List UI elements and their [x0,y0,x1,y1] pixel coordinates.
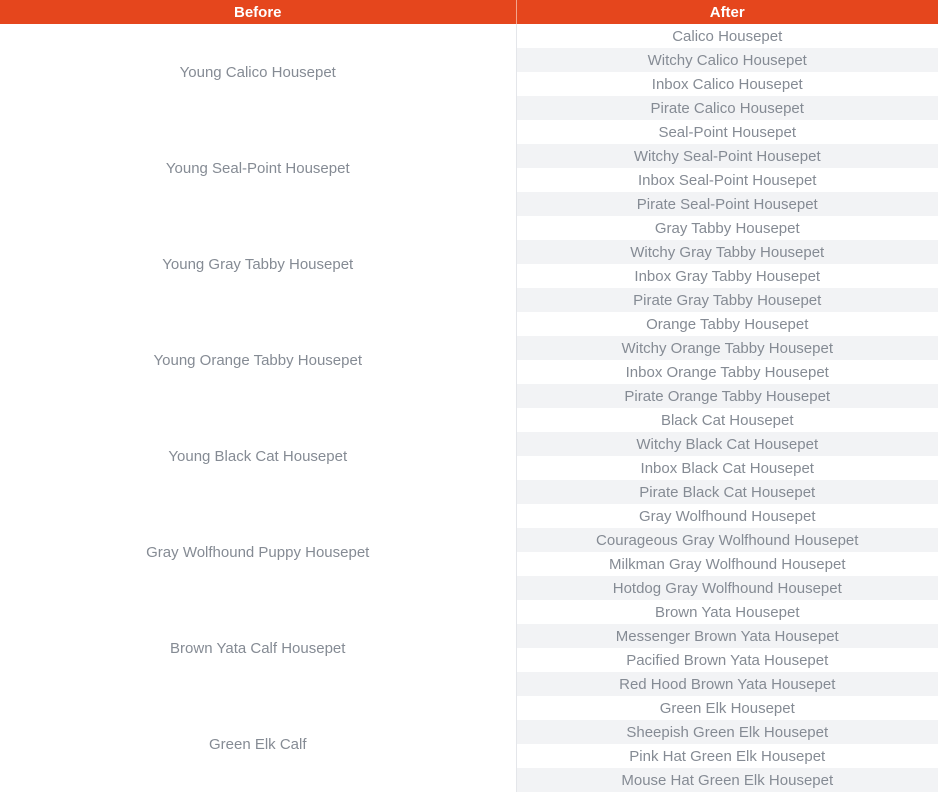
table-row [0,24,938,48]
after-cell: Inbox Seal-Point Housepet [516,168,938,192]
after-cell: Pink Hat Green Elk Housepet [516,744,938,768]
before-cell: Gray Wolfhound Puppy Housepet [0,504,516,600]
after-cell: Pirate Seal-Point Housepet [516,192,938,216]
before-cell: Young Black Cat Housepet [0,408,516,504]
after-cell: Milkman Gray Wolfhound Housepet [516,552,938,576]
after-cell: Gray Wolfhound Housepet [516,504,938,528]
before-cell: Young Orange Tabby Housepet [0,312,516,408]
after-cell: Inbox Orange Tabby Housepet [516,360,938,384]
after-cell: Gray Tabby Housepet [516,216,938,240]
after-cell: Pirate Black Cat Housepet [516,480,938,504]
after-cell: Hotdog Gray Wolfhound Housepet [516,576,938,600]
after-cell: Pirate Gray Tabby Housepet [516,288,938,312]
before-cell: Young Seal-Point Housepet [0,120,516,216]
after-cell: Messenger Brown Yata Housepet [516,624,938,648]
header-row [0,0,938,24]
after-cell: Brown Yata Housepet [516,600,938,624]
after-cell: Sheepish Green Elk Housepet [516,720,938,744]
table-row [0,600,938,624]
before-cell: Brown Yata Calf Housepet [0,600,516,696]
after-cell: Witchy Gray Tabby Housepet [516,240,938,264]
after-column-header: After [516,0,938,24]
after-cell: Witchy Orange Tabby Housepet [516,336,938,360]
after-cell: Seal-Point Housepet [516,120,938,144]
after-cell: Black Cat Housepet [516,408,938,432]
before-cell: Young Gray Tabby Housepet [0,216,516,312]
table-row [0,216,938,240]
table-row [0,408,938,432]
table-row [0,120,938,144]
before-cell: Green Elk Calf [0,696,516,792]
table-row [0,312,938,336]
after-cell: Courageous Gray Wolfhound Housepet [516,528,938,552]
after-cell: Pacified Brown Yata Housepet [516,648,938,672]
after-cell: Witchy Seal-Point Housepet [516,144,938,168]
after-cell: Pirate Calico Housepet [516,96,938,120]
table-row [0,696,938,720]
after-cell: Pirate Orange Tabby Housepet [516,384,938,408]
before-cell: Young Calico Housepet [0,24,516,120]
after-cell: Calico Housepet [516,24,938,48]
table-body [0,24,938,792]
after-cell: Inbox Black Cat Housepet [516,456,938,480]
after-cell: Red Hood Brown Yata Housepet [516,672,938,696]
after-cell: Inbox Gray Tabby Housepet [516,264,938,288]
table-row [0,504,938,528]
after-cell: Mouse Hat Green Elk Housepet [516,768,938,792]
after-cell: Inbox Calico Housepet [516,72,938,96]
after-cell: Witchy Calico Housepet [516,48,938,72]
after-cell: Witchy Black Cat Housepet [516,432,938,456]
before-column-header: Before [0,0,516,24]
after-cell: Orange Tabby Housepet [516,312,938,336]
after-cell: Green Elk Housepet [516,696,938,720]
